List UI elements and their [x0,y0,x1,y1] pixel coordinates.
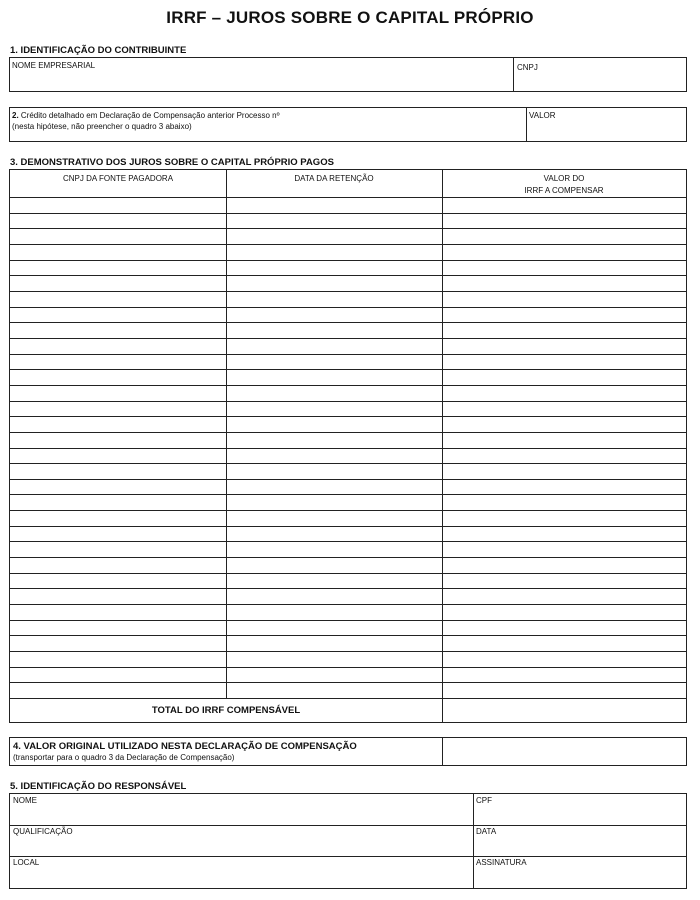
section5-row-line-1 [10,825,686,826]
cpf-label: CPF [476,796,492,805]
cell-valor[interactable] [443,542,686,557]
cell-data[interactable] [227,417,442,432]
cell-cnpj[interactable] [10,495,226,510]
cell-cnpj[interactable] [10,198,226,213]
cell-cnpj[interactable] [10,558,226,573]
cell-valor[interactable] [443,683,686,698]
cell-data[interactable] [227,652,442,667]
cell-valor[interactable] [443,402,686,417]
cell-cnpj[interactable] [10,214,226,229]
col-header-valor-2: IRRF A COMPENSAR [524,186,604,195]
cell-data[interactable] [227,574,442,589]
cell-data[interactable] [227,621,442,636]
cnpj-field[interactable] [514,73,686,91]
cell-valor[interactable] [443,386,686,401]
cell-cnpj[interactable] [10,229,226,244]
nome-field[interactable] [10,806,472,825]
valor-label: VALOR [529,111,556,120]
qualificacao-label: QUALIFICAÇÃO [13,827,73,836]
cell-data[interactable] [227,636,442,651]
data-label: DATA [476,827,497,836]
cell-data[interactable] [227,433,442,448]
section1-title: 1. IDENTIFICAÇÃO DO CONTRIBUINTE [10,45,187,56]
cell-data[interactable] [227,245,442,260]
section5-box [9,793,687,889]
nome-empresarial-field[interactable] [10,71,512,91]
nome-empresarial-label: NOME EMPRESARIAL [12,61,96,70]
valor-field[interactable] [527,122,686,141]
cell-data[interactable] [227,386,442,401]
cell-valor[interactable] [443,449,686,464]
section2-number: 2. [12,111,19,120]
cell-cnpj[interactable] [10,542,226,557]
cell-data[interactable] [227,214,442,229]
cell-valor[interactable] [443,668,686,683]
cell-valor[interactable] [443,229,686,244]
cell-valor[interactable] [443,480,686,495]
section4-note: (transportar para o quadro 3 da Declaração de Compensação) [13,753,235,762]
cell-data[interactable] [227,355,442,370]
cell-valor[interactable] [443,198,686,213]
cell-valor[interactable] [443,605,686,620]
cnpj-label: CNPJ [517,63,538,72]
total-label: TOTAL DO IRRF COMPENSÁVEL [151,705,301,716]
cell-valor[interactable] [443,276,686,291]
cell-valor[interactable] [443,527,686,542]
cell-cnpj[interactable] [10,370,226,385]
table-rows [10,170,686,722]
cell-cnpj[interactable] [10,636,226,651]
cell-valor[interactable] [443,214,686,229]
cell-data[interactable] [227,198,442,213]
section3-title: 3. DEMONSTRATIVO DOS JUROS SOBRE O CAPITAL PRÓPRIO PAGOS [10,157,334,168]
local-label: LOCAL [13,858,40,867]
cell-valor[interactable] [443,245,686,260]
form-title: IRRF – JUROS SOBRE O CAPITAL PRÓPRIO [166,8,534,27]
col-header-valor-1: VALOR DO [543,174,585,183]
cell-cnpj[interactable] [10,402,226,417]
cell-cnpj[interactable] [10,417,226,432]
col-header-data: DATA DA RETENÇÃO [294,174,374,183]
cell-valor[interactable] [443,589,686,604]
col-header-cnpj: CNPJ DA FONTE PAGADORA [62,174,174,183]
section5-row-line-2 [10,856,686,857]
cell-cnpj[interactable] [10,589,226,604]
section2-text: Crédito detalhado em Declaração de Compensação anterior Processo nº [20,111,280,120]
cell-data[interactable] [227,276,442,291]
cell-cnpj[interactable] [10,511,226,526]
cell-valor[interactable] [443,292,686,307]
cell-cnpj[interactable] [10,464,226,479]
cell-cnpj[interactable] [10,668,226,683]
cell-cnpj[interactable] [10,276,226,291]
cell-valor[interactable] [443,433,686,448]
cell-cnpj[interactable] [10,449,226,464]
section2-line1 [12,111,280,121]
section4-title: 4. VALOR ORIGINAL UTILIZADO NESTA DECLARAÇÃO DE COMPENSAÇÃO [13,741,357,752]
cell-cnpj[interactable] [10,292,226,307]
cell-data[interactable] [227,683,442,698]
cell-data[interactable] [227,370,442,385]
cell-data[interactable] [227,339,442,354]
cell-cnpj[interactable] [10,323,226,338]
cell-valor[interactable] [443,417,686,432]
cell-cnpj[interactable] [10,433,226,448]
section1-box [9,57,687,92]
cell-data[interactable] [227,480,442,495]
cell-cnpj[interactable] [10,261,226,276]
cell-cnpj[interactable] [10,339,226,354]
cell-valor[interactable] [443,558,686,573]
section5-title: 5. IDENTIFICAÇÃO DO RESPONSÁVEL [10,781,187,792]
cell-cnpj[interactable] [10,245,226,260]
demonstrativo-table [9,169,687,723]
cell-cnpj[interactable] [10,652,226,667]
total-field[interactable] [443,699,686,722]
local-field[interactable] [10,868,472,888]
section4-value-field[interactable] [443,738,686,765]
cell-cnpj[interactable] [10,308,226,323]
cell-data[interactable] [227,558,442,573]
cell-data[interactable] [227,449,442,464]
cell-cnpj[interactable] [10,386,226,401]
cell-valor[interactable] [443,355,686,370]
cell-valor[interactable] [443,495,686,510]
cell-cnpj[interactable] [10,574,226,589]
cell-valor[interactable] [443,323,686,338]
cell-cnpj[interactable] [10,683,226,698]
cell-valor[interactable] [443,636,686,651]
cell-data[interactable] [227,511,442,526]
cell-data[interactable] [227,495,442,510]
section2-line2: (nesta hipótese, não preencher o quadro 3 abaixo) [12,122,192,131]
cell-valor[interactable] [443,370,686,385]
cell-data[interactable] [227,229,442,244]
cell-data[interactable] [227,261,442,276]
section4-box [9,737,687,766]
cell-data[interactable] [227,402,442,417]
cell-cnpj[interactable] [10,527,226,542]
cell-valor[interactable] [443,261,686,276]
nome-label: NOME [13,796,37,805]
cell-cnpj[interactable] [10,605,226,620]
cell-valor[interactable] [443,339,686,354]
assinatura-field[interactable] [474,868,686,888]
cell-valor[interactable] [443,621,686,636]
cell-valor[interactable] [443,464,686,479]
cell-data[interactable] [227,308,442,323]
cell-data[interactable] [227,292,442,307]
cell-data[interactable] [227,323,442,338]
qualificacao-field[interactable] [10,837,472,856]
data-field[interactable] [474,837,686,856]
cell-data[interactable] [227,542,442,557]
cpf-field[interactable] [474,806,686,825]
cell-data[interactable] [227,589,442,604]
cell-cnpj[interactable] [10,480,226,495]
cell-data[interactable] [227,605,442,620]
cell-valor[interactable] [443,511,686,526]
cell-cnpj[interactable] [10,355,226,370]
cell-valor[interactable] [443,574,686,589]
cell-valor[interactable] [443,652,686,667]
cell-data[interactable] [227,527,442,542]
cell-data[interactable] [227,464,442,479]
cell-data[interactable] [227,668,442,683]
cell-valor[interactable] [443,308,686,323]
assinatura-label: ASSINATURA [476,858,527,867]
cell-cnpj[interactable] [10,621,226,636]
section2-box [9,107,687,142]
